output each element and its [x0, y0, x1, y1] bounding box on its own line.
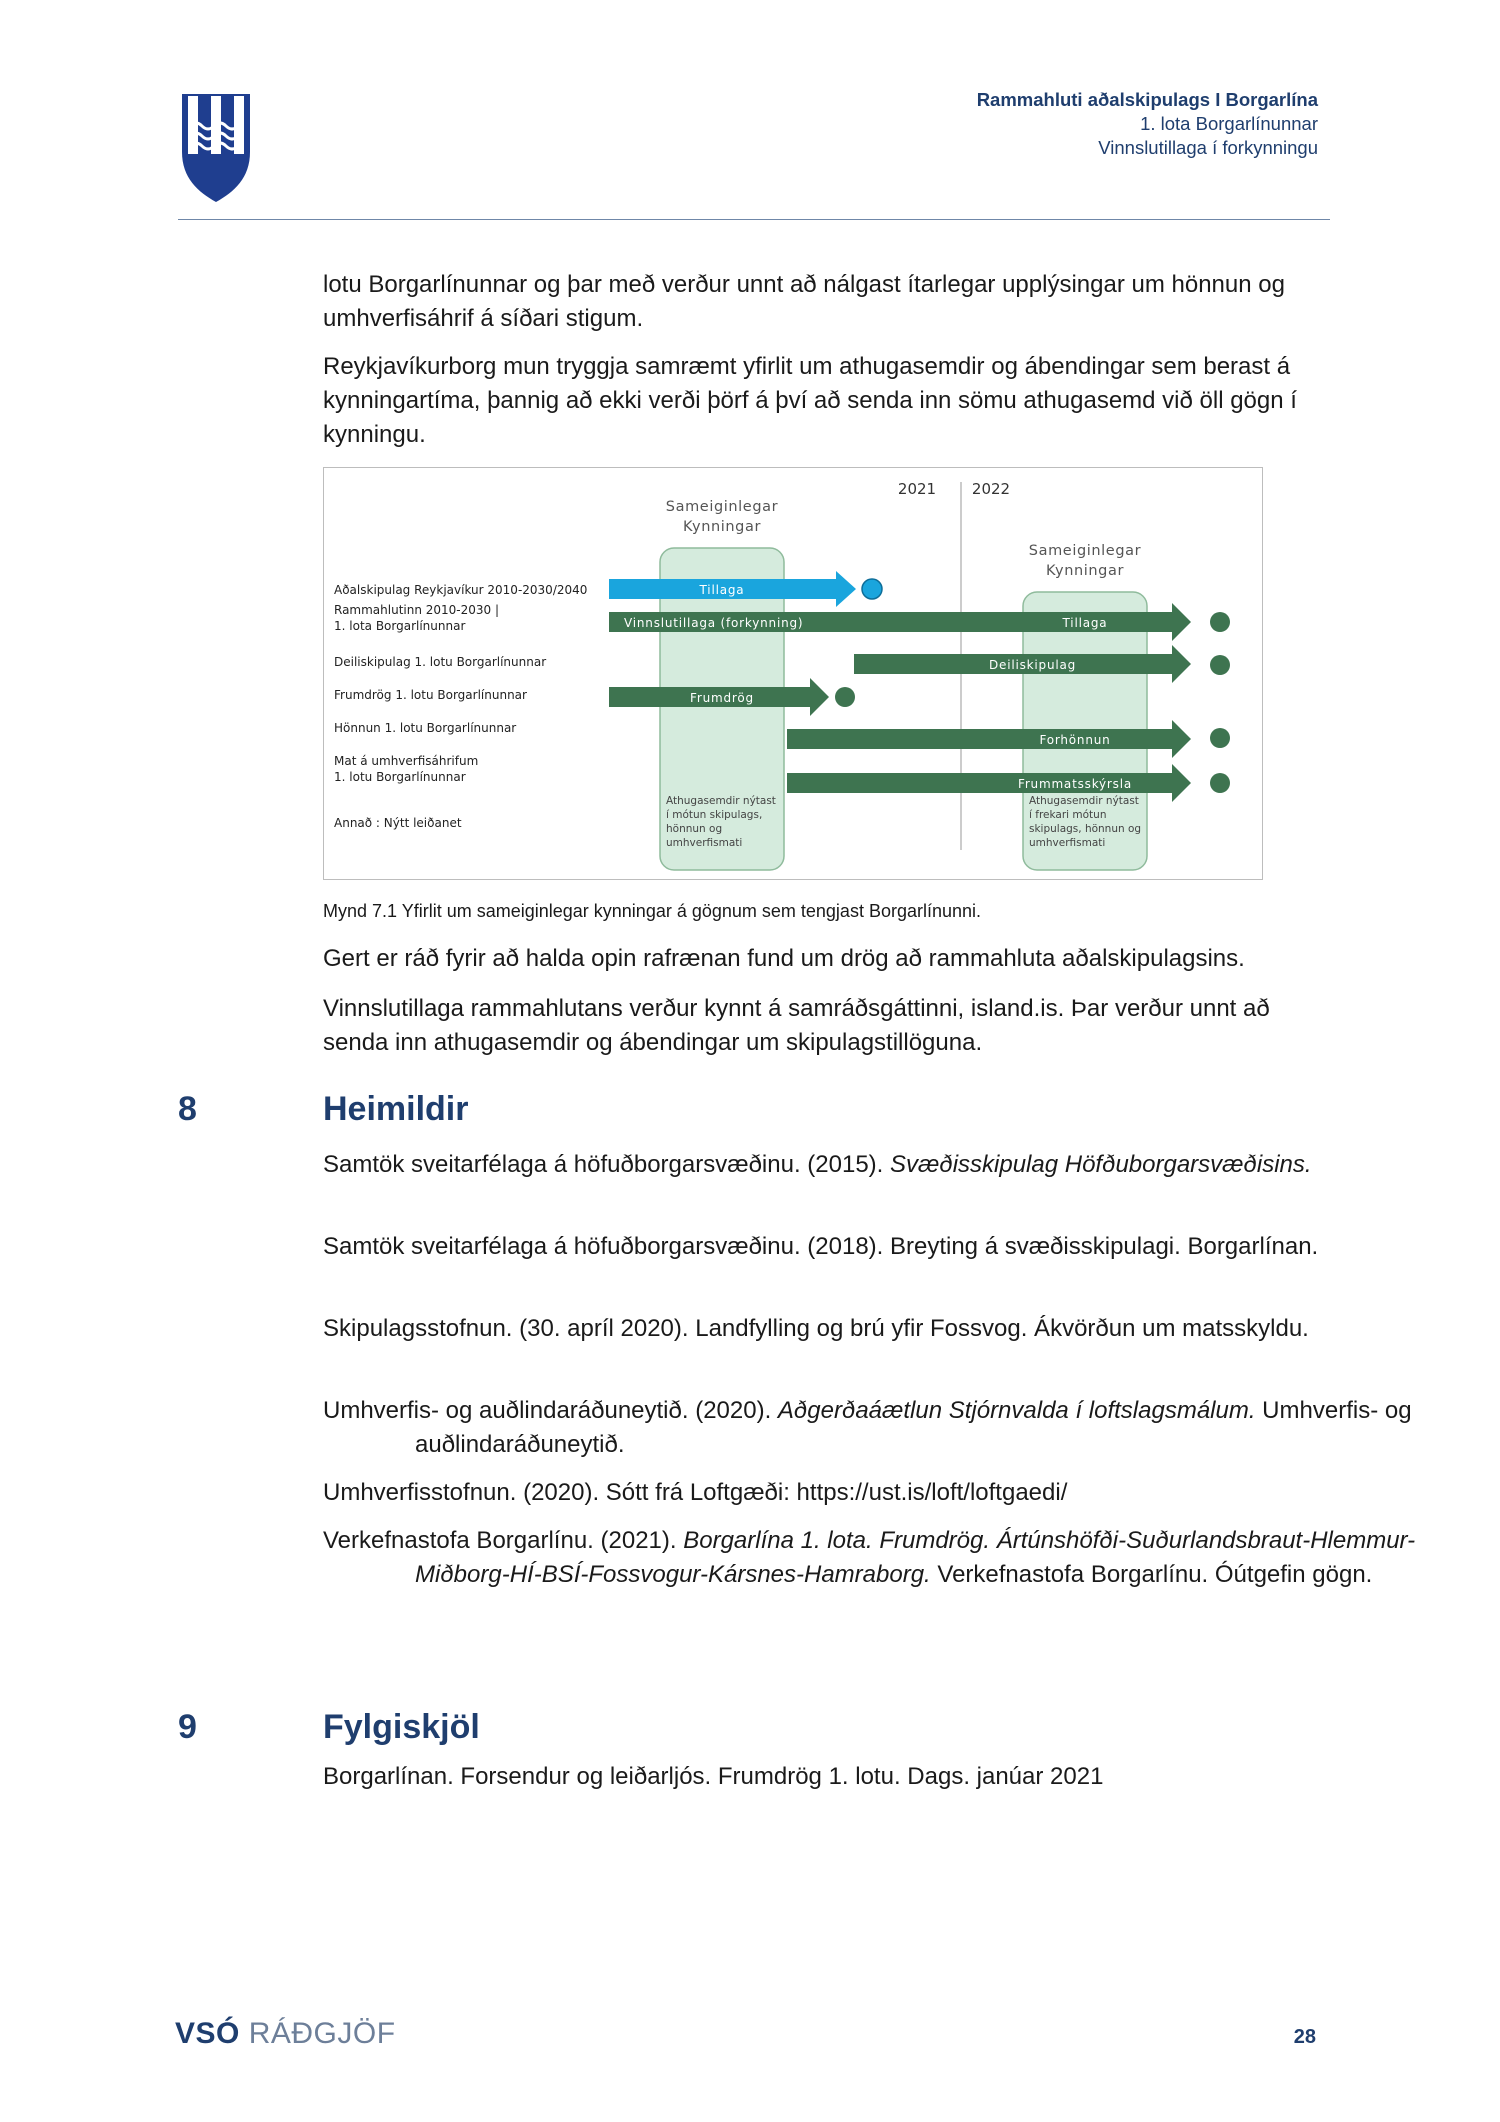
row-label-rammahluti-1: Rammahlutinn 2010-2030 |	[334, 603, 500, 617]
row-label-mat-1: Mat á umhverfisáhrifum	[334, 754, 479, 768]
year-2022: 2022	[971, 480, 1011, 498]
reference-4: Umhverfis- og auðlindaráðuneytið. (2020). Aðgerðaáætlun Stjórnvalda í loftslagsmálum. Umhverfis- og auðlindaráðuneytið.	[323, 1397, 1412, 1458]
year-2021: 2021	[897, 480, 937, 498]
figure-caption: Mynd 7.1 Yfirlit um sameiginlegar kynningar á gögnum sem tengjast Borgarlínunni.	[323, 901, 982, 921]
box2-title-2: Kynningar	[1045, 563, 1125, 579]
arrow-label-frummatsskyrsla: Frummatsskýrsla	[1017, 777, 1133, 791]
paragraph-4: Vinnslutillaga rammahlutans verður kynnt á samráðsgáttinni, island.is. Þar verður unnt að senda inn athugasemdir og ábendingar um skipulagstillöguna.	[323, 995, 1270, 1056]
timeline-diagram	[324, 468, 1262, 879]
box2-note-3: skipulags, hönnun og	[1029, 823, 1142, 835]
milestone-forhonnun	[1210, 728, 1230, 748]
box1-note-2: í mótun skipulags,	[666, 809, 763, 821]
header-subtitle-1: 1. lota Borgarlínunnar	[1140, 113, 1318, 134]
arrow-label-forhonnun: Forhönnun	[1039, 733, 1111, 747]
reference-3: Skipulagsstofnun. (30. apríl 2020). Landfylling og brú yfir Fossvog. Ákvörðun um matsskyldu.	[323, 1315, 1309, 1342]
section-8-title: Heimildir	[323, 1090, 469, 1128]
milestone-frummatsskyrsla	[1210, 773, 1230, 793]
box1-title-1: Sameiginlegar	[665, 499, 779, 515]
figure-timeline	[323, 467, 1263, 880]
arrow-label-frumdrog: Frumdrög	[690, 691, 754, 705]
section-9-number: 9	[178, 1708, 197, 1746]
page-number: 28	[1293, 2026, 1316, 2048]
section-9-title: Fylgiskjöl	[323, 1708, 480, 1746]
milestone-tillaga-2022	[1210, 612, 1230, 632]
paragraph-2: Reykjavíkurborg mun tryggja samræmt yfirlit um athugasemdir og ábendingar sem berast á kynningartíma, þannig að ekki verði þörf á því að senda inn sömu athugasemd við öll gögn í kynningu.	[323, 353, 1297, 448]
box2-title-1: Sameiginlegar	[1028, 543, 1142, 559]
arrow-label-deiliskipulag: Deiliskipulag	[989, 658, 1077, 672]
row-label-rammahluti-2: 1. lota Borgarlínunnar	[334, 619, 466, 633]
box1-note-3: hönnun og	[666, 823, 723, 835]
reference-2: Samtök sveitarfélaga á höfuðborgarsvæðinu. (2018). Breyting á svæðisskipulagi. Borgarlínan.	[323, 1233, 1319, 1260]
box2-note-4: umhverfismati	[1029, 837, 1106, 849]
milestone-frumdrog	[835, 687, 855, 707]
box1-note-1: Athugasemdir nýtast	[666, 795, 776, 807]
header-title: Rammahluti aðalskipulags I Borgarlína	[976, 89, 1318, 110]
row-label-aðalskipulag: Aðalskipulag Reykjavíkur 2010-2030/2040	[334, 583, 588, 597]
row-label-frumdrog: Frumdrög 1. lotu Borgarlínunnar	[334, 688, 527, 702]
arrow-label-tillaga-1: Tillaga	[699, 583, 745, 597]
row-label-mat-2: 1. lotu Borgarlínunnar	[334, 770, 466, 784]
paragraph-3: Gert er ráð fyrir að halda opin rafrænan fund um drög að rammahluta aðalskipulagsins.	[323, 945, 1245, 972]
vso-logo: VSÓ RÁÐGJÖF	[175, 2017, 396, 2050]
box1-note-4: umhverfismati	[666, 837, 743, 849]
running-header	[977, 88, 1318, 160]
milestone-tillaga-2021	[862, 579, 882, 599]
arrow-label-tillaga-2: Tillaga	[1062, 616, 1108, 630]
box2-note-1: Athugasemdir nýtast	[1029, 795, 1139, 807]
header-subtitle-2: Vinnslutillaga í forkynningu	[1098, 137, 1318, 158]
paragraph-1: lotu Borgarlínunnar og þar með verður unnt að nálgast ítarlegar upplýsingar um hönnun og umhverfisáhrif á síðari stigum.	[323, 271, 1285, 332]
reference-6: Verkefnastofa Borgarlínu. (2021). Borgarlína 1. lota. Frumdrög. Ártúnshöfði-Suðurlandsbraut-Hlemmur-Miðborg-HÍ-BSÍ-Fossvogur-Kársnes-Hamraborg. Verkefnastofa Borgarlínu. Óútgefin gögn.	[323, 1527, 1416, 1588]
section-9-text: Borgarlínan. Forsendur og leiðarljós. Frumdrög 1. lotu. Dags. janúar 2021	[323, 1763, 1104, 1790]
box1-title-2: Kynningar	[682, 519, 762, 535]
row-label-deiliskipulag: Deiliskipulag 1. lotu Borgarlínunnar	[334, 655, 547, 669]
section-8-number: 8	[178, 1090, 197, 1128]
row-label-annad: Annað : Nýtt leiðanet	[334, 816, 462, 830]
box2-note-2: í frekari mótun	[1029, 809, 1107, 821]
reference-1: Samtök sveitarfélaga á höfuðborgarsvæðinu. (2015). Svæðisskipulag Höfðuborgarsvæðisins.	[323, 1151, 1312, 1178]
arrow-label-vinnslutillaga: Vinnslutillaga (forkynning)	[624, 616, 804, 630]
reference-5: Umhverfisstofnun. (2020). Sótt frá Loftgæði: https://ust.is/loft/loftgaedi/	[323, 1479, 1068, 1506]
header-divider	[178, 219, 1330, 220]
milestone-deiliskipulag	[1210, 655, 1230, 675]
row-label-honnun: Hönnun 1. lotu Borgarlínunnar	[334, 721, 517, 735]
reykjavik-crest-logo	[178, 92, 254, 204]
